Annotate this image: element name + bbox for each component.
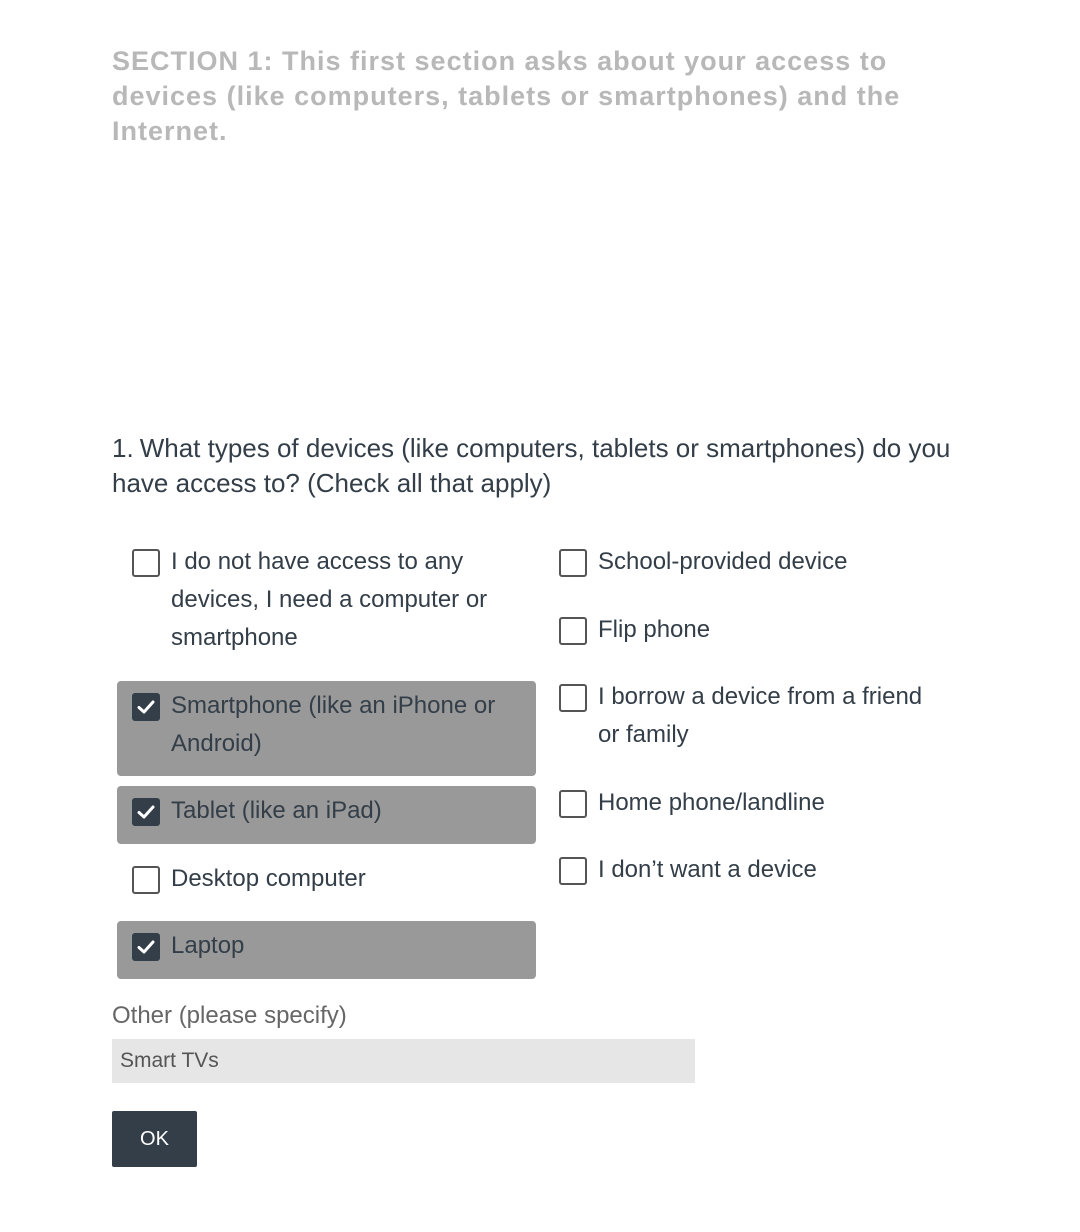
checkbox[interactable] (132, 933, 160, 961)
option-no-access[interactable] (117, 537, 536, 661)
option-school-device[interactable] (544, 537, 964, 595)
section-title: SECTION 1: This first section asks about your access to devices (like computers, tablets or smartphones) and the Internet. (112, 46, 901, 146)
checkbox[interactable] (559, 549, 587, 577)
checkbox[interactable] (559, 684, 587, 712)
question-text: What types of devices (like computers, tablets or smartphones) do you have access to? (Check all that apply) (112, 433, 951, 498)
option-no-device[interactable] (544, 845, 964, 903)
check-icon (134, 800, 158, 824)
checkbox[interactable] (132, 866, 160, 894)
option-label: I do not have access to any devices, I need a computer or smartphone (171, 548, 488, 651)
check-icon (134, 935, 158, 959)
checkbox[interactable] (559, 790, 587, 818)
option-flip-phone[interactable] (544, 605, 964, 663)
checkbox[interactable] (559, 617, 587, 645)
option-label: Home phone/landline (598, 789, 825, 816)
option-label: Flip phone (598, 616, 711, 643)
option-borrow-device[interactable] (544, 672, 964, 767)
option-label: School-provided device (598, 548, 848, 575)
option-label: Smartphone (like an iPhone or Android) (171, 692, 496, 757)
option-label: Laptop (171, 932, 245, 959)
check-icon (134, 695, 158, 719)
option-tablet[interactable] (117, 786, 536, 844)
checkbox[interactable] (559, 857, 587, 885)
option-desktop[interactable] (117, 854, 536, 912)
option-home-phone[interactable] (544, 778, 964, 836)
checkbox[interactable] (132, 693, 160, 721)
option-laptop[interactable] (117, 921, 536, 979)
question-number: 1. (112, 433, 134, 463)
other-specify-input[interactable] (112, 1039, 695, 1083)
checkbox[interactable] (132, 798, 160, 826)
option-label: Desktop computer (171, 865, 366, 892)
option-label: I borrow a device from a friend or family (598, 683, 923, 748)
option-smartphone[interactable] (117, 681, 536, 776)
question-title (112, 431, 972, 501)
option-label: I don’t want a device (598, 856, 817, 883)
ok-button[interactable]: OK (112, 1111, 197, 1167)
checkbox[interactable] (132, 549, 160, 577)
option-label: Tablet (like an iPad) (171, 797, 382, 824)
other-label: Other (please specify) (112, 1002, 347, 1029)
